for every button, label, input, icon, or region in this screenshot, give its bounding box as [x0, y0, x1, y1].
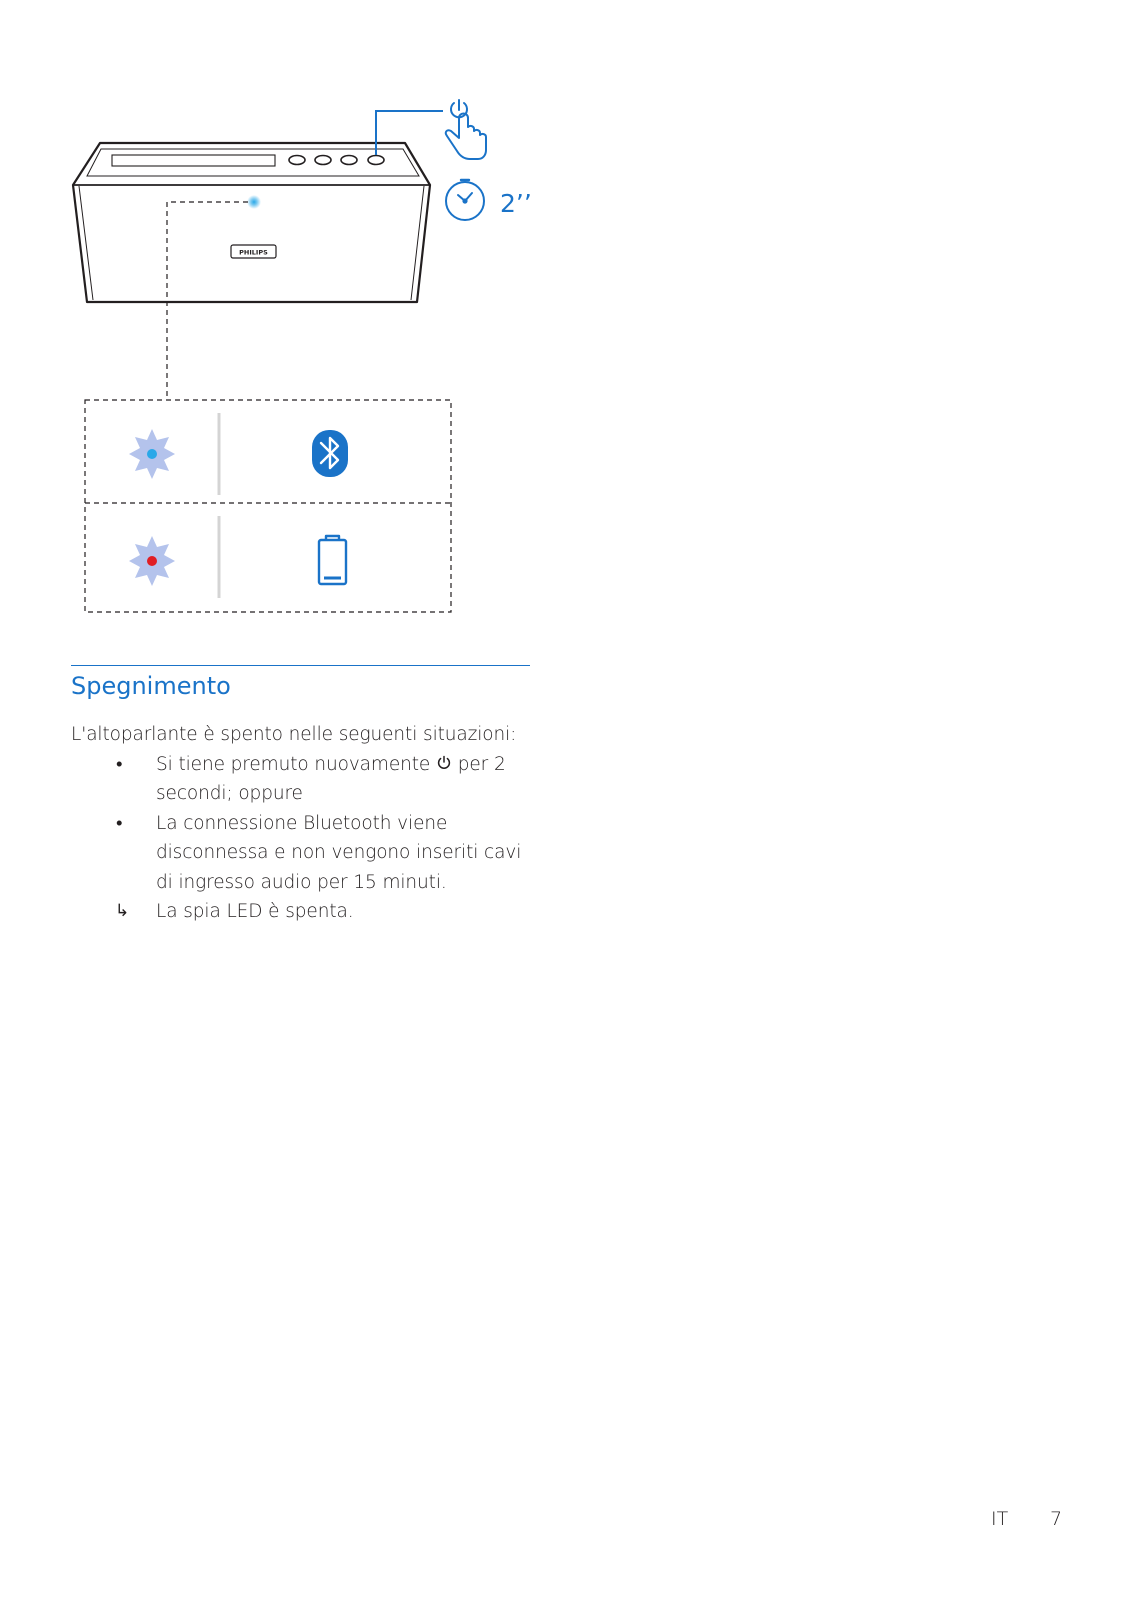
list-item: [71, 750, 541, 809]
speaker-led: [247, 195, 261, 209]
bullet: •: [116, 753, 123, 775]
intro-text: L'altoparlante è spento nelle seguenti situazioni:: [71, 724, 517, 745]
item-text-before: Si tiene premuto nuovamente: [156, 753, 436, 775]
section-title: Spegnimento: [71, 672, 231, 700]
speaker-device: [73, 143, 430, 302]
speaker-illustration: [0, 0, 560, 620]
led-status-table: [85, 400, 451, 612]
bluetooth-icon: [312, 430, 348, 477]
item-text: La connessione Bluetooth viene disconnessa e non vengono inseriti cavi di ingresso audio per 15 minuti.: [156, 812, 522, 893]
page-number: 7: [1050, 1508, 1063, 1530]
power-icon: [436, 755, 452, 771]
stopwatch-icon: [446, 180, 484, 220]
power-touch-icon: [446, 100, 486, 159]
result-item: [71, 897, 541, 927]
bullet: •: [116, 812, 123, 834]
hold-time: 2’’: [500, 189, 532, 218]
section-body: [71, 720, 541, 927]
brand-logo: PHILIPS: [239, 248, 268, 257]
footer-language: IT: [991, 1508, 1009, 1530]
flashing-blue-led-icon: [129, 429, 175, 479]
result-text: La spia LED è spenta.: [156, 901, 354, 922]
condition-list: [71, 750, 541, 927]
flashing-red-led-icon: [129, 536, 175, 586]
low-battery-icon: [319, 536, 346, 584]
list-item: [71, 809, 541, 898]
section-rule: [71, 665, 530, 666]
item-text-after: per 2 secondi; oppure: [156, 753, 506, 804]
result-arrow-icon: ↳: [115, 901, 130, 921]
